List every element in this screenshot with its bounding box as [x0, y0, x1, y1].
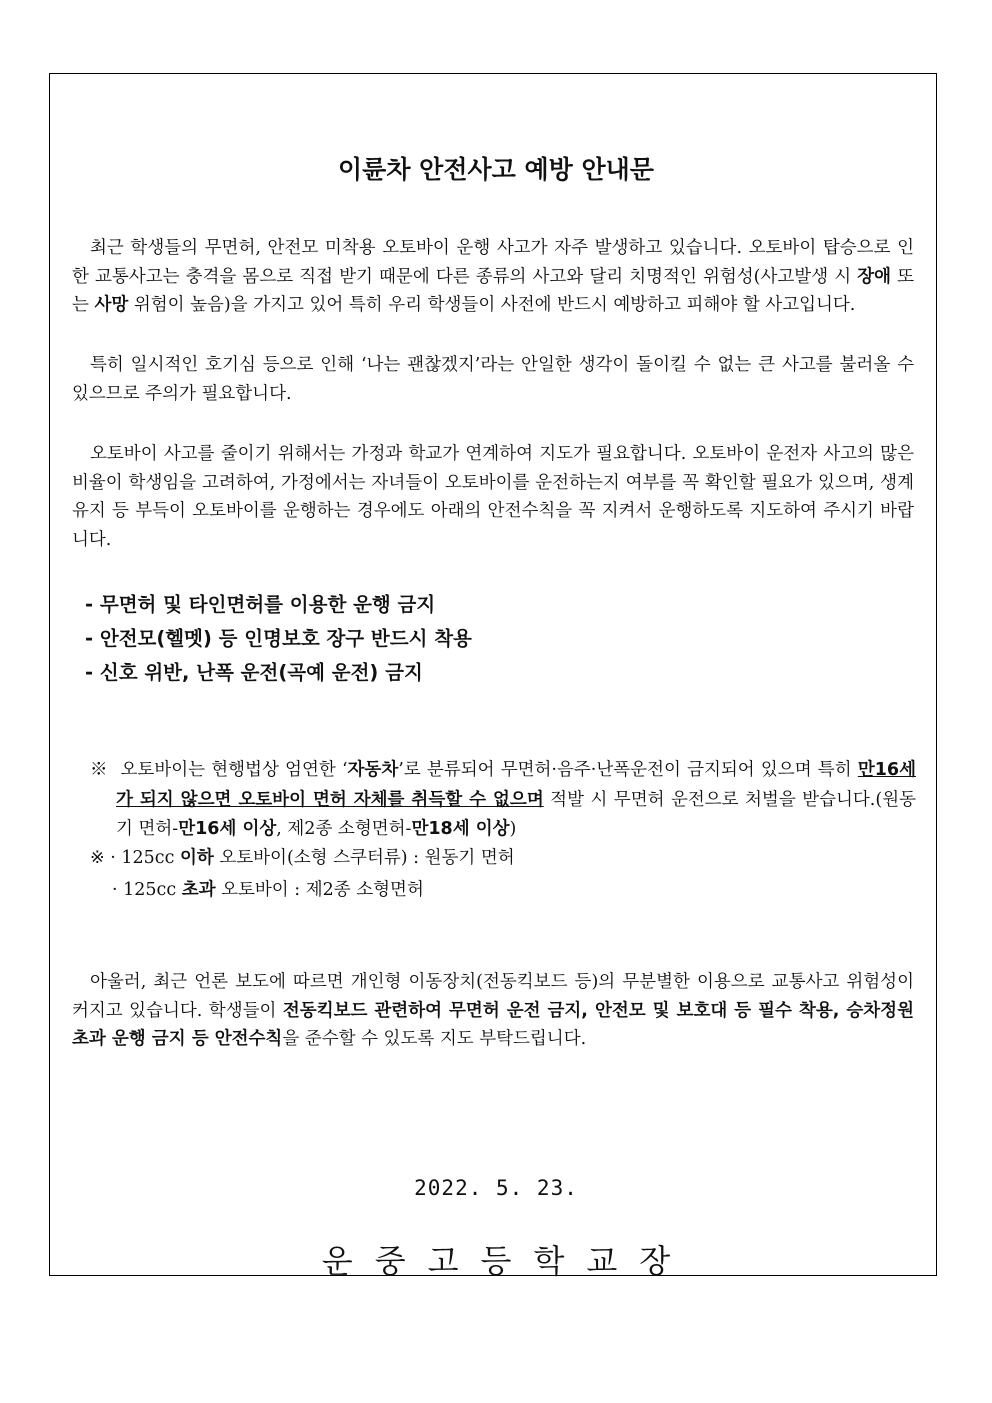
paragraph-intro-text-a: 최근 학생들의 무면허, 안전모 미착용 오토바이 운행 사고가 자주 발생하고 있습니다. 오토바이 탑승으로 인한 교통사고는 충격을 몸으로 직접 받기 때문에 다른 종류의 사고와 달리 치명적인 위험성(사고발생 시: [72, 238, 914, 287]
cc-over-text-c: 오토바이 : 제2종 소형면허: [215, 880, 424, 900]
reference-mark: ※: [90, 848, 105, 868]
bold-automobile: 자동차: [347, 760, 399, 780]
note-text-c: ’로 분류되어 무면허·음주·난폭운전이 금지되어 있으며 특히: [398, 760, 858, 780]
safety-rule-item: - 안전모(헬멧) 등 인명보호 장구 반드시 착용: [85, 627, 472, 650]
underlined-age-warning: 만16세가 되지 않으면 오토바이 면허 자체를 취득할 수 없으며: [116, 760, 916, 810]
note-text-d: 적발 시 무면허 운전으로 처벌을 받습니다.(원동기 면허-: [116, 789, 916, 839]
paragraph-kickboard-text-a: 아울러, 최근 언론 보도에 따르면 개인형 이동장치(전동킥보드 등)의 무분별한 이용으로 교통사고 위험성이 커지고 있습니다. 학생들이: [72, 972, 914, 1021]
paragraph-intro-text-c: 또는: [72, 266, 914, 315]
note-cc-over: [112, 875, 424, 905]
note-license-law: [90, 756, 916, 845]
note-text-f: ): [509, 819, 517, 839]
note-text-e: , 제2종 소형면허-: [276, 819, 412, 839]
cc-under-text-c: 오토바이(소형 스쿠터류) : 원동기 면허: [213, 848, 515, 868]
bold-death: 사망: [94, 295, 129, 315]
safety-rule-item: - 신호 위반, 난폭 운전(곡예 운전) 금지: [85, 661, 423, 684]
bold-over: 초과: [181, 880, 216, 900]
note-text-a: 오토바이는 현행법상 엄연한 ‘: [120, 760, 348, 780]
bold-age-16: 만16세 이상: [178, 819, 277, 839]
note-cc-under: [90, 843, 515, 873]
paragraph-curiosity: 특히 일시적인 호기심 등으로 인해 ‘나는 괜찮겠지’라는 안일한 생각이 돌이킬 수 없는 큰 사고를 불러올 수 있으므로 주의가 필요합니다.: [72, 355, 914, 404]
bold-disability: 장애: [857, 266, 891, 287]
safety-rules-list: [85, 588, 472, 690]
document-date: 2022. 5. 23.: [414, 1176, 578, 1200]
paragraph-intro: [72, 234, 914, 320]
bold-age-18: 만18세 이상: [411, 819, 510, 839]
paragraph-kickboard-text-c: 을 준수할 수 있도록 지도 부탁드립니다.: [282, 1029, 587, 1049]
cc-under-text-a: · 125cc: [110, 848, 180, 868]
paragraph-guidance: 오토바이 사고를 줄이기 위해서는 가정과 학교가 연계하여 지도가 필요합니다. 오토바이 운전자 사고의 많은 비율이 학생임을 고려하여, 가정에서는 자녀들이 오토바이를 운전하는지 여부를 꼭 확인할 필요가 있으며, 생계유지 등 부득이 오토바이를 운행하는 경우에도 아래의 안전수칙을 꼭 지켜서 운행하도록 지도하여 주시기 바랍니다.: [72, 444, 914, 550]
cc-over-text-a: · 125cc: [112, 880, 182, 900]
paragraph-intro-text-d: 위험이 높음)을 가지고 있어 특히 우리 학생들이 사전에 반드시 예방하고 피해야 할 사고입니다.: [128, 295, 856, 315]
safety-rule-item: - 무면허 및 타인면허를 이용한 운행 금지: [85, 593, 436, 616]
bold-under: 이하: [179, 848, 214, 868]
bold-kickboard-rules: 전동킥보드 관련하여 무면허 운전 금지, 안전모 및 보호대 등 필수 착용, 승차정원 초과 운행 금지 등 안전수칙: [72, 1000, 914, 1049]
document-title: 이륜차 안전사고 예방 안내문: [338, 155, 654, 184]
principal-signature: 운중고등학교장: [321, 1242, 693, 1280]
reference-mark: ※: [90, 760, 109, 780]
paragraph-kickboard: [72, 968, 914, 1054]
